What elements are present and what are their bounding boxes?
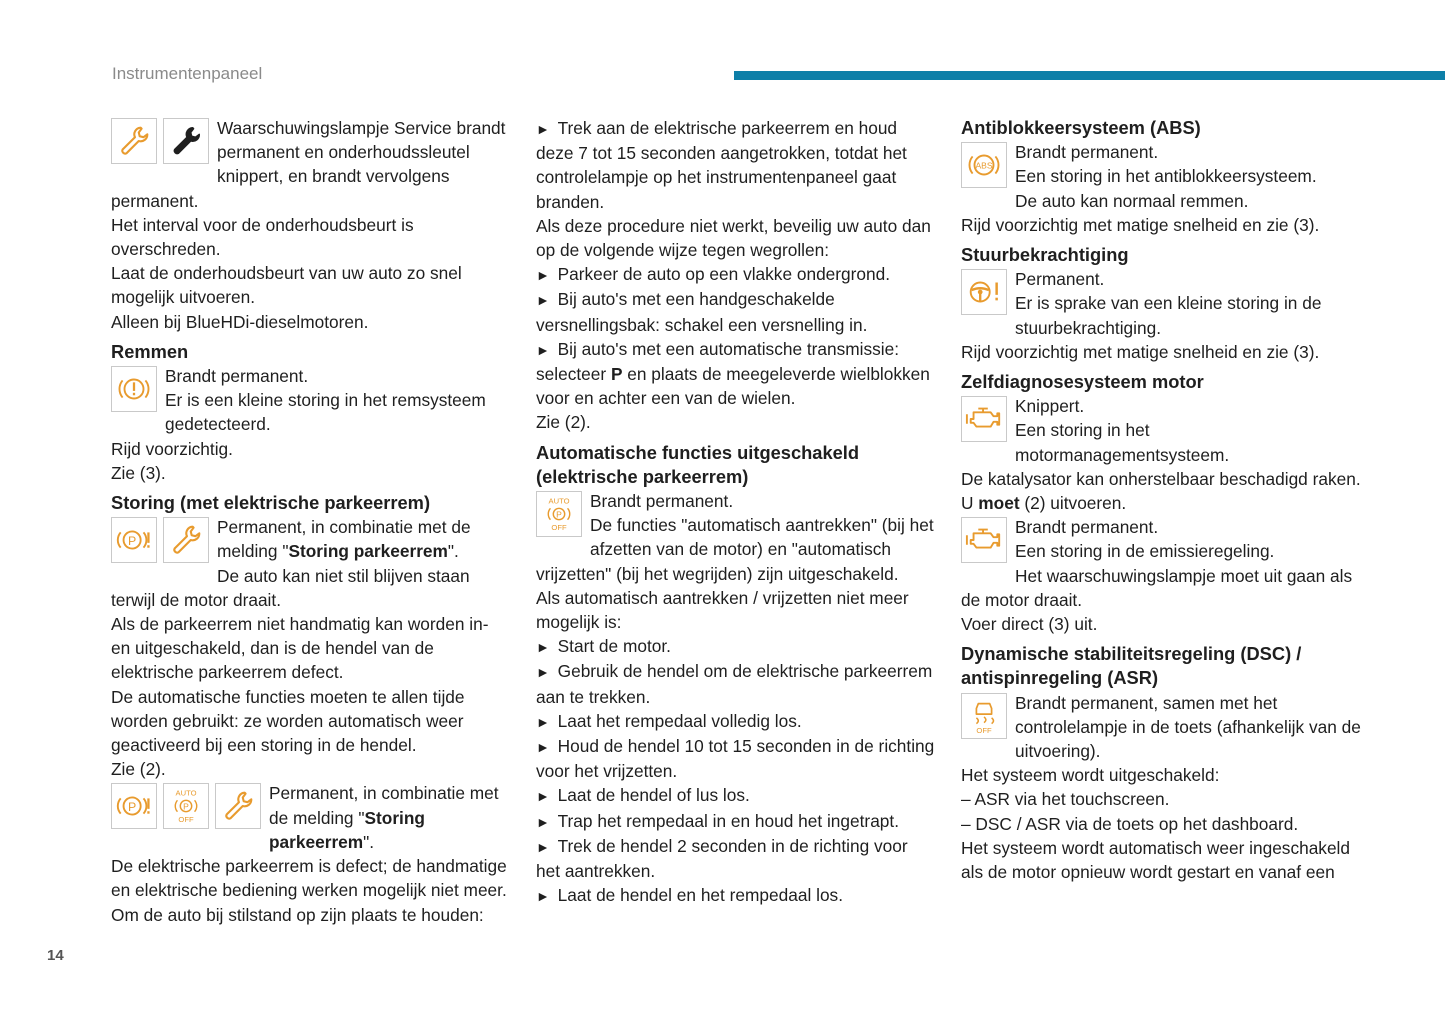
- dsc-text: Het systeem wordt automatisch weer ingeschakeld als de motor opnieuw wordt gestart en vanaf een: [961, 837, 1351, 883]
- steering-icons: [961, 269, 1007, 315]
- col2-text: Zie (2).: [536, 412, 591, 433]
- dsc-intro: Brandt permanent, samen met het controlelampje in de toets (afhankelijk van de uitvoering).: [1015, 692, 1361, 762]
- storing-intro-2: Permanent, in combinatie met de melding "Storing parkeerrem".: [269, 783, 499, 852]
- abs-intro: Brandt permanent.: [1015, 142, 1159, 163]
- section-title-auto: Automatische functies uitgeschakeld (elektrische parkeerrem): [536, 441, 860, 487]
- engine-icon: [961, 396, 1007, 442]
- auto-intro: Brandt permanent.: [590, 491, 734, 512]
- column-3: [961, 116, 1361, 884]
- service-text: Alleen bij BlueHDi-dieselmotoren.: [111, 311, 369, 332]
- stuur-text: Rijd voorzichtig met matige snelheid en zie (3).: [961, 341, 1320, 362]
- service-text: Het interval voor de onderhoudsbeurt is overschreden.: [111, 214, 414, 260]
- storing-text: De automatische functies moeten te allen tijde worden gebruikt: ze worden automatisch weer geactiveerd bij een storing in de hendel.: [111, 686, 465, 756]
- dsc-icons: [961, 693, 1007, 739]
- engine-icons-2: [961, 517, 1007, 563]
- col2-text: Als deze procedure niet werkt, beveilig uw auto dan op de volgende wijze tegen wegrollen:: [536, 215, 931, 261]
- column-1: [111, 116, 511, 927]
- storing-text: Om de auto bij stilstand op zijn plaats te houden:: [111, 904, 484, 925]
- abs-icon: [961, 142, 1007, 188]
- remmen-text: Zie (3).: [111, 462, 166, 483]
- step-item: ► Trek de hendel 2 seconden in de richting voor het aantrekken.: [536, 834, 936, 883]
- section-title-remmen: Remmen: [111, 340, 189, 362]
- abs-icons: [961, 142, 1007, 188]
- wrench-solid-icon: [163, 118, 209, 164]
- step-item: ► Start de motor.: [536, 634, 936, 659]
- abs-label: ABS: [975, 160, 993, 171]
- motor-text: U moet (2) uitvoeren.: [961, 493, 1127, 514]
- page-number: 14: [47, 947, 64, 964]
- storing-icons-2: [111, 783, 261, 829]
- off-label: OFF: [178, 815, 194, 825]
- dsc-dash-item: – DSC / ASR via de toets op het dashboard.: [961, 813, 1299, 834]
- auto-parking-off-icon: [163, 783, 209, 829]
- engine-icons: [961, 396, 1007, 442]
- off-label: OFF: [976, 725, 992, 735]
- section-title-motor: Zelfdiagnosesysteem motor: [961, 371, 1204, 393]
- p-letter: P: [127, 534, 137, 548]
- storing-text: De elektrische parkeerrem is defect; de handmatige en elektrische bediening werken mogelijk niet meer.: [111, 856, 507, 901]
- service-intro: Waarschuwingslampje Service brandt permanent en onderhoudssleutel knippert, en brandt vervolgens permanent.: [111, 118, 506, 211]
- off-label: OFF: [551, 523, 567, 533]
- auto-label: AUTO: [175, 789, 197, 799]
- section-title-storing: Storing (met elektrische parkeerrem): [111, 492, 431, 514]
- auto-text: Als automatisch aantrekken / vrijzetten niet meer mogelijk is:: [536, 587, 909, 633]
- abs-text: Rijd voorzichtig met matige snelheid en zie (3).: [961, 214, 1320, 235]
- stuur-text: Er is sprake van een kleine storing in de stuurbekrachtiging.: [1015, 293, 1322, 338]
- step-item: ► Laat het rempedaal volledig los.: [536, 709, 936, 734]
- storing-icons: [111, 517, 209, 563]
- dsc-off-icon: [961, 693, 1007, 739]
- step-item: ► Bij auto's met een handgeschakelde versnellingsbak: schakel een versnelling in.: [536, 287, 936, 336]
- stuur-intro: Permanent.: [1015, 269, 1105, 290]
- parking-brake-fault-icon: [111, 517, 157, 563]
- motor-text: Voer direct (3) uit.: [961, 614, 1098, 635]
- motor-text: Het waarschuwingslampje moet uit gaan als de motor draait.: [961, 565, 1353, 610]
- motor-intro-2: Brandt permanent.: [1015, 517, 1159, 538]
- step-item: ► Bij auto's met een automatische transmissie: selecteer P en plaats de meegeleverde wielblokken voor en achter een van de wielen.: [536, 337, 936, 411]
- step-item: ► Laat de hendel of lus los.: [536, 783, 936, 808]
- storing-text: Zie (2).: [111, 759, 166, 780]
- auto-label: AUTO: [548, 496, 570, 506]
- dsc-text: Het systeem wordt uitgeschakeld:: [961, 765, 1220, 786]
- step-item: ► Parkeer de auto op een vlakke ondergrond.: [536, 262, 936, 287]
- section-title-dsc: Dynamische stabiliteitsregeling (DSC) / antispinregeling (ASR): [961, 643, 1302, 689]
- brake-icons: [111, 366, 157, 412]
- auto-text: De functies "automatisch aantrekken" (bij het afzetten van de motor) en "automatisch vrijzetten" (bij het wegrijden) zijn uitgeschakeld.: [536, 515, 934, 584]
- step-item: ► Houd de hendel 10 tot 15 seconden in de richting voor het vrijzetten.: [536, 734, 936, 783]
- abs-text: De auto kan normaal remmen.: [1015, 190, 1249, 211]
- wrench-outline-icon: [215, 783, 261, 829]
- step-item: ► Trap het rempedaal in en houd het ingetrapt.: [536, 809, 936, 834]
- auto-parking-off-icon: [536, 491, 582, 537]
- auto-icons: [536, 491, 582, 537]
- abs-text: Een storing in het antiblokkeersysteem.: [1015, 166, 1317, 187]
- motor-text: Een storing in de emissieregeling.: [1015, 541, 1275, 562]
- engine-icon: [961, 517, 1007, 563]
- p-letter: P: [556, 509, 562, 520]
- wrench-outline-icon: [163, 517, 209, 563]
- storing-intro: Permanent, in combinatie met de melding "Storing parkeerrem".: [217, 517, 471, 562]
- step-item: ► Trek aan de elektrische parkeerrem en houd deze 7 tot 15 seconden aangetrokken, totdat het controlelampje op het instrumentenpaneel gaat branden.: [536, 116, 936, 214]
- motor-intro: Knippert.: [1015, 396, 1085, 417]
- step-item: ► Laat de hendel en het rempedaal los.: [536, 883, 936, 908]
- storing-text: De auto kan niet stil blijven staan terwijl de motor draait.: [111, 565, 470, 610]
- parking-brake-fault-icon: [111, 783, 157, 829]
- remmen-text: Er is een kleine storing in het remsysteem gedetecteerd.: [165, 390, 486, 435]
- remmen-text: Rijd voorzichtig.: [111, 438, 233, 459]
- header-accent-bar: [734, 71, 1445, 80]
- step-item: ► Gebruik de hendel om de elektrische parkeerrem aan te trekken.: [536, 659, 936, 708]
- wrench-outline-icon: [111, 118, 157, 164]
- dsc-dash-item: – ASR via het touchscreen.: [961, 789, 1170, 810]
- p-letter: P: [183, 801, 189, 812]
- section-title-stuur: Stuurbekrachtiging: [961, 244, 1129, 266]
- page-header-title: Instrumentenpaneel: [112, 64, 263, 83]
- service-icons: [111, 118, 209, 164]
- remmen-intro: Brandt permanent.: [165, 366, 309, 387]
- column-2: [536, 116, 936, 909]
- steering-warning-icon: [961, 269, 1007, 315]
- brake-warning-icon: [111, 366, 157, 412]
- motor-text: Een storing in het motormanagementsysteem.: [1015, 420, 1230, 465]
- section-title-abs: Antiblokkeersysteem (ABS): [961, 117, 1201, 138]
- service-text: Laat de onderhoudsbeurt van uw auto zo snel mogelijk uitvoeren.: [111, 263, 462, 308]
- storing-text: Als de parkeerrem niet handmatig kan worden in- en uitgeschakeld, dan is de hendel van de elektrische parkeerrem defect.: [111, 614, 489, 683]
- p-letter: P: [127, 800, 137, 815]
- motor-text: De katalysator kan onherstelbaar beschadigd raken.: [961, 468, 1361, 489]
